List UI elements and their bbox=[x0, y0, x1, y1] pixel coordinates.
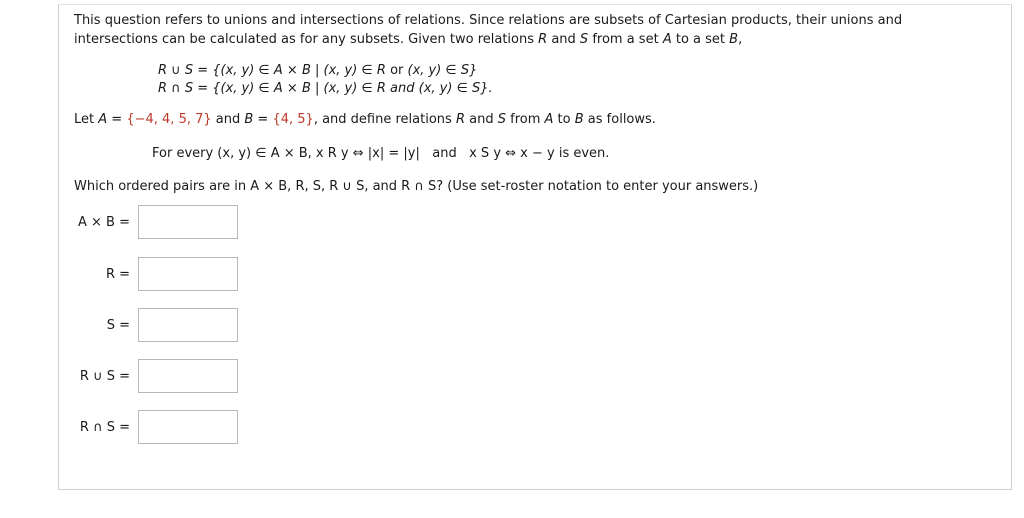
answer-label-S: S = bbox=[106, 318, 130, 333]
question-prompt: Which ordered pairs are in A × B, R, S, R ∪ S, and R ∩ S? (Use set-roster notation to enter your answers.) bbox=[74, 179, 759, 194]
answer-input-R[interactable] bbox=[138, 257, 238, 291]
intro-S: S bbox=[579, 32, 589, 47]
intro-A: A bbox=[662, 32, 672, 47]
intro-B: B bbox=[729, 32, 739, 47]
let-B: B bbox=[244, 112, 254, 127]
let-S: S bbox=[497, 112, 506, 127]
let-and2: and bbox=[464, 112, 498, 127]
relation-and: and bbox=[432, 146, 457, 161]
let-eq2: = bbox=[253, 112, 273, 127]
intro-line-2b: and bbox=[547, 32, 580, 47]
answer-input-RintersectS[interactable] bbox=[138, 410, 238, 444]
answer-label-RunionS: R ∪ S = bbox=[79, 369, 130, 384]
answer-row-S bbox=[70, 308, 250, 344]
union-lhs: R ∪ S bbox=[158, 63, 194, 78]
answer-row-AxB bbox=[70, 205, 250, 241]
let-B2: B bbox=[574, 112, 584, 127]
union-rhs-b: (x, y) ∈ S} bbox=[403, 63, 478, 78]
let-rest-b: as follows. bbox=[583, 112, 656, 127]
answer-input-RunionS[interactable] bbox=[138, 359, 238, 393]
intro-R: R bbox=[538, 32, 548, 47]
let-prefix: Let bbox=[74, 112, 99, 127]
answer-input-S[interactable] bbox=[138, 308, 238, 342]
answer-label-RintersectS: R ∩ S = bbox=[79, 420, 130, 435]
answer-input-AxB[interactable] bbox=[138, 205, 238, 239]
answer-row-RunionS bbox=[70, 359, 250, 395]
union-intersection-definitions bbox=[158, 62, 493, 98]
answer-row-R bbox=[70, 257, 250, 293]
let-eq1: = bbox=[107, 112, 127, 127]
relation-R-definition: For every (x, y) ∈ A × B, x R y ⇔ |x| = |y| bbox=[152, 146, 420, 161]
let-to: to bbox=[553, 112, 575, 127]
intro-line-2c: from a set bbox=[588, 32, 663, 47]
let-and1: and bbox=[211, 112, 245, 127]
intro-line-1: This question refers to unions and intersections of relations. Since relations are subsets of Cartesian products, their unions and bbox=[74, 13, 903, 28]
union-definition bbox=[158, 62, 493, 80]
intro-line-2a: intersections can be calculated as for any subsets. Given two relations bbox=[74, 32, 539, 47]
intersection-lhs: R ∩ S bbox=[158, 81, 194, 96]
answer-label-AxB: A × B = bbox=[78, 215, 130, 230]
union-or: or bbox=[390, 63, 404, 78]
intersection-rhs: = {(x, y) ∈ A × B | (x, y) ∈ R and (x, y) ∈ S}. bbox=[193, 81, 493, 96]
set-B-value: {4, 5} bbox=[272, 112, 314, 127]
intro-text bbox=[74, 11, 974, 49]
relation-definitions bbox=[152, 146, 609, 161]
let-rest-a: , and define relations bbox=[313, 112, 456, 127]
answer-label-R: R = bbox=[105, 267, 130, 282]
union-rhs-a: = {(x, y) ∈ A × B | (x, y) ∈ R bbox=[193, 63, 391, 78]
let-R: R bbox=[455, 112, 465, 127]
intro-line-2d: to a set bbox=[671, 32, 730, 47]
intersection-definition bbox=[158, 80, 493, 98]
let-from: from bbox=[505, 112, 545, 127]
set-definitions bbox=[74, 112, 656, 127]
let-A: A bbox=[98, 112, 108, 127]
intro-line-2e: , bbox=[738, 32, 743, 47]
set-A-value: {−4, 4, 5, 7} bbox=[126, 112, 212, 127]
relation-S-definition: x S y ⇔ x − y is even. bbox=[469, 146, 610, 161]
answer-row-RintersectS bbox=[70, 410, 250, 446]
let-A2: A bbox=[544, 112, 554, 127]
